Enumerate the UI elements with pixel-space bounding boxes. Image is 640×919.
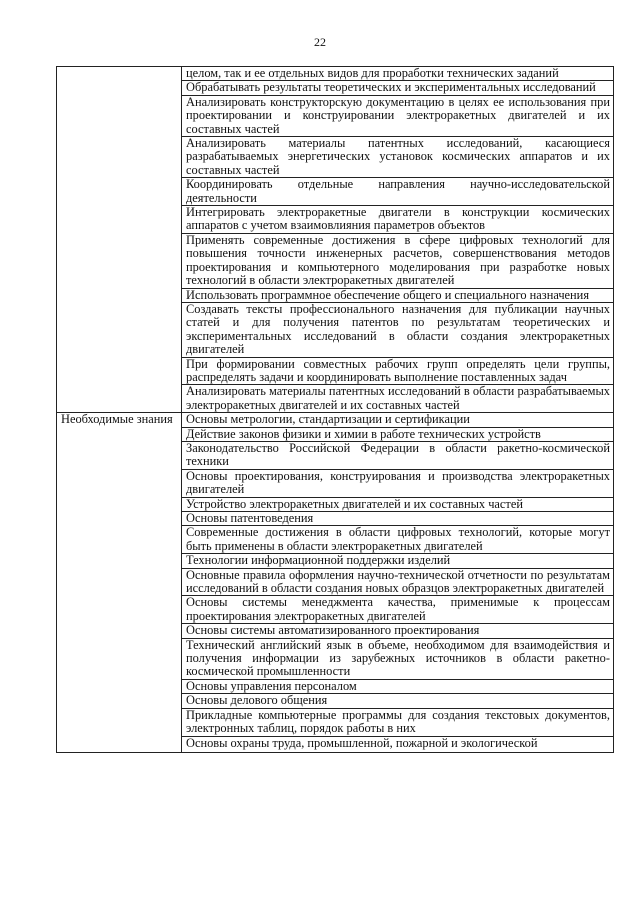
table-cell-text: Основы охраны труда, промышленной, пожарной и экологической xyxy=(182,736,614,752)
table-cell-text: Современные достижения в области цифровых технологий, которые могут быть применены в области электроракетных двигателей xyxy=(182,526,614,554)
table-cell-text: Создавать тексты профессионального назначения для публикации научных статей и для получения патентов по результатам теоретических и экспериментальных исследований в области создания электроракетных двигателей xyxy=(182,302,614,357)
table-cell-text: Основы системы менеджмента качества, применимые к процессам проектирования электроракетных двигателей xyxy=(182,596,614,624)
row-group-label: Необходимые знания xyxy=(57,413,182,752)
table-cell-text: Основы патентоведения xyxy=(182,512,614,526)
table-cell-text: Основы управления персоналом xyxy=(182,679,614,693)
table-cell-text: Основы проектирования, конструирования и производства электроракетных двигателей xyxy=(182,469,614,497)
table-cell-text: Прикладные компьютерные программы для создания текстовых документов, электронных таблиц, порядок работы в них xyxy=(182,708,614,736)
row-group-label xyxy=(57,67,182,413)
table-cell-text: Координировать отдельные направления научно-исследовательской деятельности xyxy=(182,178,614,206)
table-cell-text: Анализировать материалы патентных исследований в области разрабатываемых электроракетных двигателей и их составных частей xyxy=(182,385,614,413)
table-cell-text: Законодательство Российской Федерации в области ракетно-космической техники xyxy=(182,441,614,469)
table-cell-text: Технологии информационной поддержки изделий xyxy=(182,554,614,568)
table-cell-text: Технический английский язык в объеме, необходимом для взаимодействия и получения информации из зарубежных источников в области ракетно-космической промышленности xyxy=(182,638,614,679)
table-cell-text: Основы системы автоматизированного проектирования xyxy=(182,624,614,638)
page-number: 22 xyxy=(314,35,326,49)
table-row xyxy=(57,413,614,427)
competency-table xyxy=(56,66,614,753)
table-cell-text: Устройство электроракетных двигателей и их составных частей xyxy=(182,497,614,511)
table-cell-text: Основы делового общения xyxy=(182,694,614,708)
table-cell-text: целом, так и ее отдельных видов для проработки технических заданий xyxy=(182,67,614,81)
table-cell-text: Основы метрологии, стандартизации и сертификации xyxy=(182,413,614,427)
table-cell-text: Действие законов физики и химии в работе технических устройств xyxy=(182,427,614,441)
table-row xyxy=(57,67,614,81)
table-cell-text: Обрабатывать результаты теоретических и экспериментальных исследований xyxy=(182,81,614,95)
table-cell-text: Анализировать материалы патентных исследований, касающиеся разрабатываемых энергетических установок космических аппаратов и их составных частей xyxy=(182,137,614,178)
table-cell-text: При формировании совместных рабочих групп определять цели группы, распределять задачи и координировать выполнение поставленных задач xyxy=(182,357,614,385)
table-cell-text: Применять современные достижения в сфере цифровых технологий для повышения точности инженерных расчетов, совершенствования методов проектирования и компьютерного моделирования при разработке новых технологий в области электроракетных двигателей xyxy=(182,233,614,288)
table-cell-text: Анализировать конструкторскую документацию в целях ее использования при проектировании и конструировании электроракетных двигателей и их составных частей xyxy=(182,95,614,136)
table-cell-text: Интегрировать электроракетные двигатели в конструкции космических аппаратов с учетом взаимовлияния параметров объектов xyxy=(182,206,614,234)
table-cell-text: Основные правила оформления научно-технической отчетности по результатам исследований в области создания новых образцов электроракетных двигателей xyxy=(182,568,614,596)
table-cell-text: Использовать программное обеспечение общего и специального назначения xyxy=(182,288,614,302)
